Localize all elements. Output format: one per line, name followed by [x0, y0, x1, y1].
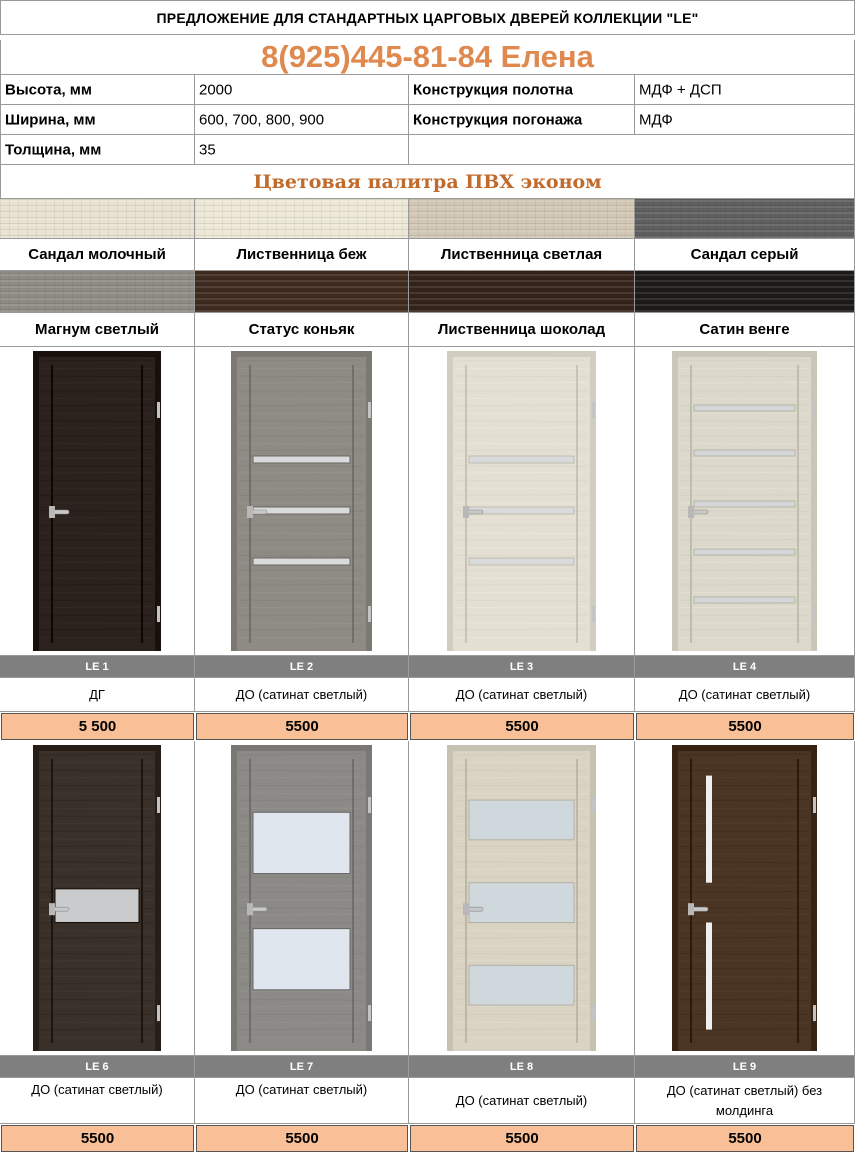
handle-rose	[49, 903, 55, 915]
door-description: ДО (сатинат светлый)	[409, 678, 635, 712]
door-description: ДО (сатинат светлый)	[0, 1078, 195, 1124]
door-illustration	[0, 741, 194, 1055]
door-illustration	[0, 347, 194, 655]
door-stile	[465, 759, 467, 1043]
color-name: Лиственница светлая	[409, 239, 635, 271]
description-row-2	[0, 1078, 855, 1124]
contact-phone[interactable]: 8(925)445-81-84 Елена	[0, 40, 855, 75]
door-hinge	[592, 1005, 595, 1021]
door-stile	[797, 759, 799, 1043]
door-price: 5500	[410, 1125, 634, 1152]
door-hinge	[592, 606, 595, 622]
glass-insert	[253, 929, 350, 990]
glass-insert	[469, 456, 574, 463]
door-illustration	[635, 347, 854, 655]
door-stile	[352, 365, 354, 643]
swatch-label-row-2	[0, 313, 855, 347]
glass-insert	[469, 800, 574, 840]
door-stile	[465, 365, 467, 643]
door-price: 5500	[196, 713, 408, 740]
door-image-row-2	[0, 741, 855, 1056]
door-illustration	[635, 741, 854, 1055]
color-name: Магнум светлый	[0, 313, 195, 347]
color-name: Лиственница шоколад	[409, 313, 635, 347]
glass-insert	[706, 776, 712, 883]
door-illustration	[409, 741, 634, 1055]
door-price: 5500	[636, 1125, 854, 1152]
handle-rose	[49, 506, 55, 518]
handle-rose	[688, 506, 694, 518]
page-title: ПРЕДЛОЖЕНИЕ ДЛЯ СТАНДАРТНЫХ ЦАРГОВЫХ ДВЕРЕЙ КОЛЛЕКЦИИ "LE"	[0, 0, 855, 35]
door-illustration	[409, 347, 634, 655]
door-image[interactable]	[195, 741, 409, 1056]
spec-value-door-construction: МДФ + ДСП	[639, 81, 722, 98]
spec-value-width: 600, 700, 800, 900	[199, 111, 325, 128]
door-hinge	[157, 1005, 160, 1021]
door-description: ДО (сатинат светлый) без молдинга	[635, 1078, 855, 1124]
glass-insert	[55, 889, 139, 923]
spec-row	[0, 105, 855, 135]
glass-insert	[694, 597, 795, 603]
door-stile	[690, 759, 692, 1043]
spec-label-thickness: Толщина, мм	[5, 141, 102, 158]
glass-insert	[469, 965, 574, 1005]
spec-label-width: Ширина, мм	[5, 111, 96, 128]
door-hinge	[592, 797, 595, 813]
model-code: LE 2	[195, 656, 409, 678]
door-hinge	[813, 402, 816, 418]
door-hinge	[592, 402, 595, 418]
door-price: 5500	[636, 713, 854, 740]
glass-insert	[253, 456, 350, 463]
color-swatch	[195, 271, 408, 312]
color-swatch	[635, 271, 854, 312]
model-code: LE 7	[195, 1056, 409, 1078]
color-name: Сатин венге	[635, 313, 855, 347]
door-price: 5500	[410, 713, 634, 740]
handle-rose	[688, 903, 694, 915]
door-hinge	[813, 1005, 816, 1021]
color-name: Сандал серый	[635, 239, 855, 271]
door-stile	[51, 759, 53, 1043]
door-description: ДО (сатинат светлый)	[635, 678, 855, 712]
glass-insert	[694, 501, 795, 507]
price-row-2	[0, 1125, 855, 1152]
spec-label-height: Высота, мм	[5, 81, 92, 98]
model-code: LE 3	[409, 656, 635, 678]
door-stile	[576, 365, 578, 643]
spec-value-trim-construction: МДФ	[639, 111, 673, 128]
door-stile	[141, 759, 143, 1043]
palette-title: Цветовая палитра ПВХ эконом	[0, 165, 855, 199]
door-stile	[797, 365, 799, 643]
glass-insert	[694, 549, 795, 555]
handle-rose	[247, 506, 253, 518]
door-image[interactable]	[635, 347, 855, 656]
door-image[interactable]	[409, 347, 635, 656]
door-description: ДО (сатинат светлый)	[195, 1078, 409, 1124]
glass-insert	[469, 558, 574, 565]
door-image[interactable]	[195, 347, 409, 656]
color-name: Сандал молочный	[0, 239, 195, 271]
handle-rose	[247, 903, 253, 915]
door-hinge	[157, 606, 160, 622]
spec-value-thickness: 35	[199, 141, 216, 158]
spec-row	[0, 135, 855, 165]
model-row-1	[0, 656, 855, 678]
door-image[interactable]	[409, 741, 635, 1056]
door-hinge	[368, 402, 371, 418]
glass-insert	[253, 558, 350, 565]
door-hinge	[813, 606, 816, 622]
door-hinge	[157, 402, 160, 418]
spec-value-height: 2000	[199, 81, 233, 98]
model-code: LE 6	[0, 1056, 195, 1078]
door-hinge	[813, 797, 816, 813]
color-swatch	[0, 199, 194, 238]
model-code: LE 9	[635, 1056, 855, 1078]
color-swatch	[635, 199, 854, 238]
glass-insert	[469, 883, 574, 923]
door-stile	[51, 365, 53, 643]
door-description: ДО (сатинат светлый)	[409, 1078, 635, 1124]
spec-label-door-construction: Конструкция полотна	[413, 81, 573, 98]
price-row-1	[0, 713, 855, 740]
swatch-label-row-1	[0, 239, 855, 271]
door-price: 5500	[196, 1125, 408, 1152]
color-swatch	[0, 271, 194, 312]
door-hinge	[368, 1005, 371, 1021]
door-hinge	[157, 797, 160, 813]
swatch-row-1	[0, 199, 855, 239]
door-hinge	[368, 797, 371, 813]
color-swatch	[409, 199, 634, 238]
model-code: LE 1	[0, 656, 195, 678]
door-stile	[249, 365, 251, 643]
color-name: Статус коньяк	[195, 313, 409, 347]
glass-insert	[706, 922, 712, 1029]
swatch-row-2	[0, 271, 855, 313]
door-illustration	[195, 741, 408, 1055]
door-stile	[352, 759, 354, 1043]
glass-insert	[253, 812, 350, 873]
door-stile	[576, 759, 578, 1043]
handle-rose	[463, 903, 469, 915]
model-row-2	[0, 1056, 855, 1078]
door-image[interactable]	[0, 347, 195, 656]
glass-insert	[694, 405, 795, 411]
door-stile	[249, 759, 251, 1043]
door-stile	[690, 365, 692, 643]
door-image[interactable]	[0, 741, 195, 1056]
spec-label-trim-construction: Конструкция погонажа	[413, 111, 583, 128]
door-illustration	[195, 347, 408, 655]
color-swatch	[195, 199, 408, 238]
door-image[interactable]	[635, 741, 855, 1056]
door-description: ДО (сатинат светлый)	[195, 678, 409, 712]
model-code: LE 8	[409, 1056, 635, 1078]
door-hinge	[368, 606, 371, 622]
color-name: Лиственница беж	[195, 239, 409, 271]
door-price: 5 500	[1, 713, 194, 740]
spec-row	[0, 75, 855, 105]
door-description: ДГ	[0, 678, 195, 712]
model-code: LE 4	[635, 656, 855, 678]
description-row-1	[0, 678, 855, 712]
handle-rose	[463, 506, 469, 518]
door-image-row-1	[0, 347, 855, 656]
door-stile	[141, 365, 143, 643]
glass-insert	[469, 507, 574, 514]
door-price: 5500	[1, 1125, 194, 1152]
color-swatch	[409, 271, 634, 312]
glass-insert	[253, 507, 350, 514]
glass-insert	[694, 450, 795, 456]
